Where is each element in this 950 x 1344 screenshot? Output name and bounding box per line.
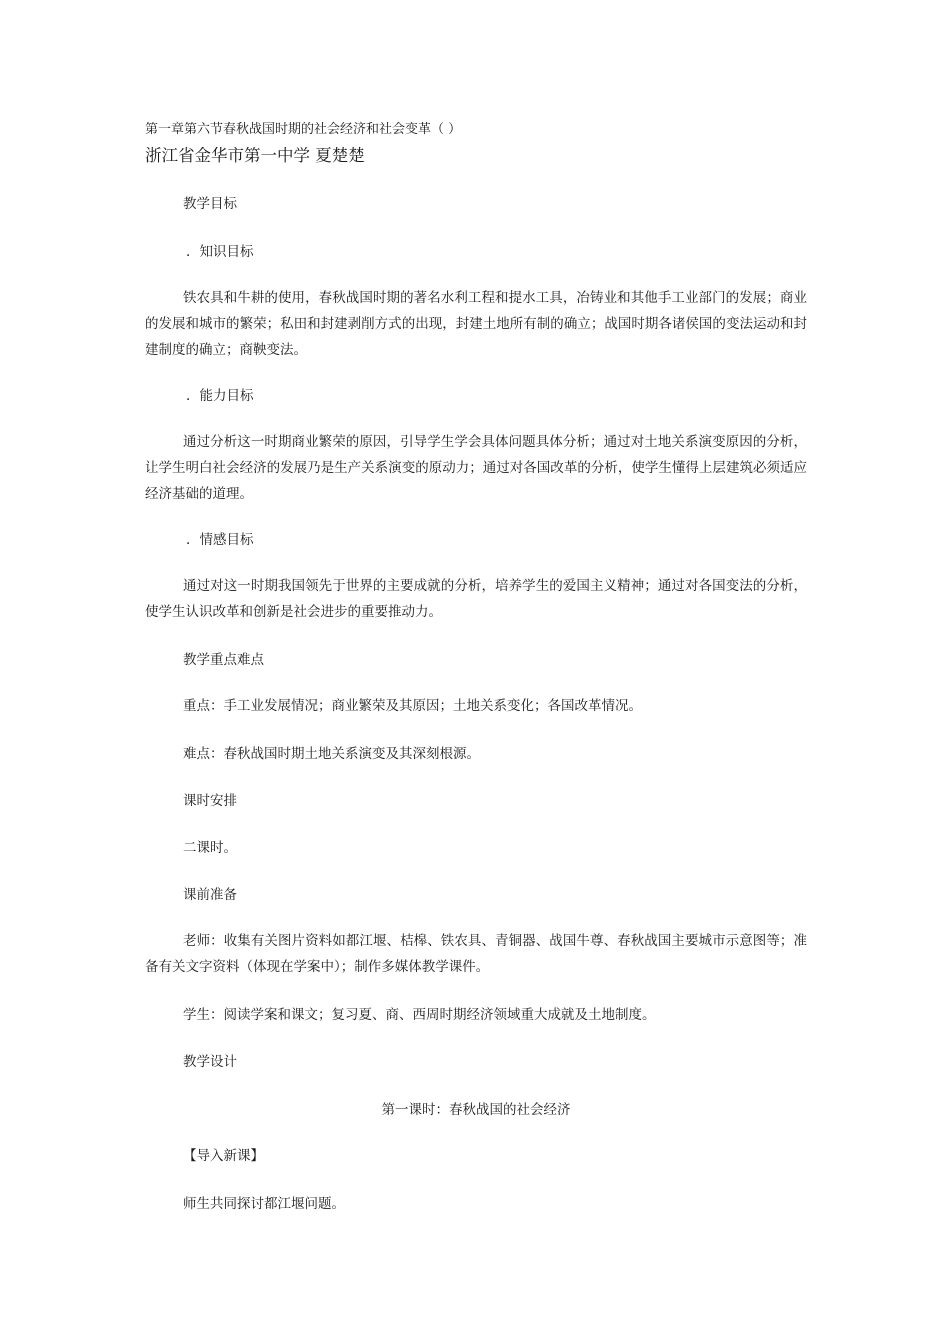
knowledge-goal-heading: ．知识目标 <box>186 244 254 260</box>
key-points-heading: 教学重点难点 <box>183 652 264 668</box>
ability-goal-heading: ．能力目标 <box>186 388 254 404</box>
document-title: 第一章第六节春秋战国时期的社会经济和社会变革（ ） <box>145 122 462 137</box>
difficult-points-text: 难点：春秋战国时期土地关系演变及其深刻根源。 <box>183 746 480 762</box>
schedule-text: 二课时。 <box>183 840 237 856</box>
key-points-text: 重点：手工业发展情况；商业繁荣及其原因；土地关系变化；各国改革情况。 <box>183 698 642 714</box>
preparation-heading: 课前准备 <box>183 887 237 903</box>
teaching-goals-heading: 教学目标 <box>183 196 237 212</box>
ability-goal-paragraph: 通过分析这一时期商业繁荣的原因，引导学生学会具体问题具体分析；通过对土地关系演变原因的分析，让学生明白社会经济的发展乃是生产关系演变的原动力；通过对各国改革的分析，使学生懂得上层建筑必须适应经济基础的道理。 <box>145 434 807 502</box>
teacher-preparation-paragraph: 老师：收集有关图片资料如都江堰、桔槔、铁农具、青铜器、战国牛尊、春秋战国主要城市示意图等；准备有关文字资料（体现在学案中）；制作多媒体教学课件。 <box>145 933 807 975</box>
knowledge-goal-paragraph: 铁农具和牛耕的使用，春秋战国时期的著名水利工程和提水工具，冶铸业和其他手工业部门的发展；商业的发展和城市的繁荣；私田和封建剥削方式的出现，封建土地所有制的确立；战国时期各诸侯国的变法运动和封建制度的确立；商鞅变法。 <box>145 290 807 358</box>
student-preparation-text: 学生：阅读学案和课文；复习夏、商、西周时期经济领域重大成就及土地制度。 <box>183 1007 656 1023</box>
design-heading: 教学设计 <box>183 1054 237 1070</box>
intro-heading: 【导入新课】 <box>183 1148 264 1164</box>
lesson-one-title: 第一课时：春秋战国的社会经济 <box>381 1102 571 1118</box>
emotion-goal-paragraph: 通过对这一时期我国领先于世界的主要成就的分析，培养学生的爱国主义精神；通过对各国变法的分析，使学生认识改革和创新是社会进步的重要推动力。 <box>145 578 807 620</box>
intro-text: 师生共同探讨都江堰问题。 <box>183 1196 345 1212</box>
emotion-goal-heading: ．情感目标 <box>186 532 254 548</box>
document-author: 浙江省金华市第一中学 夏楚楚 <box>145 146 365 165</box>
schedule-heading: 课时安排 <box>183 793 237 809</box>
